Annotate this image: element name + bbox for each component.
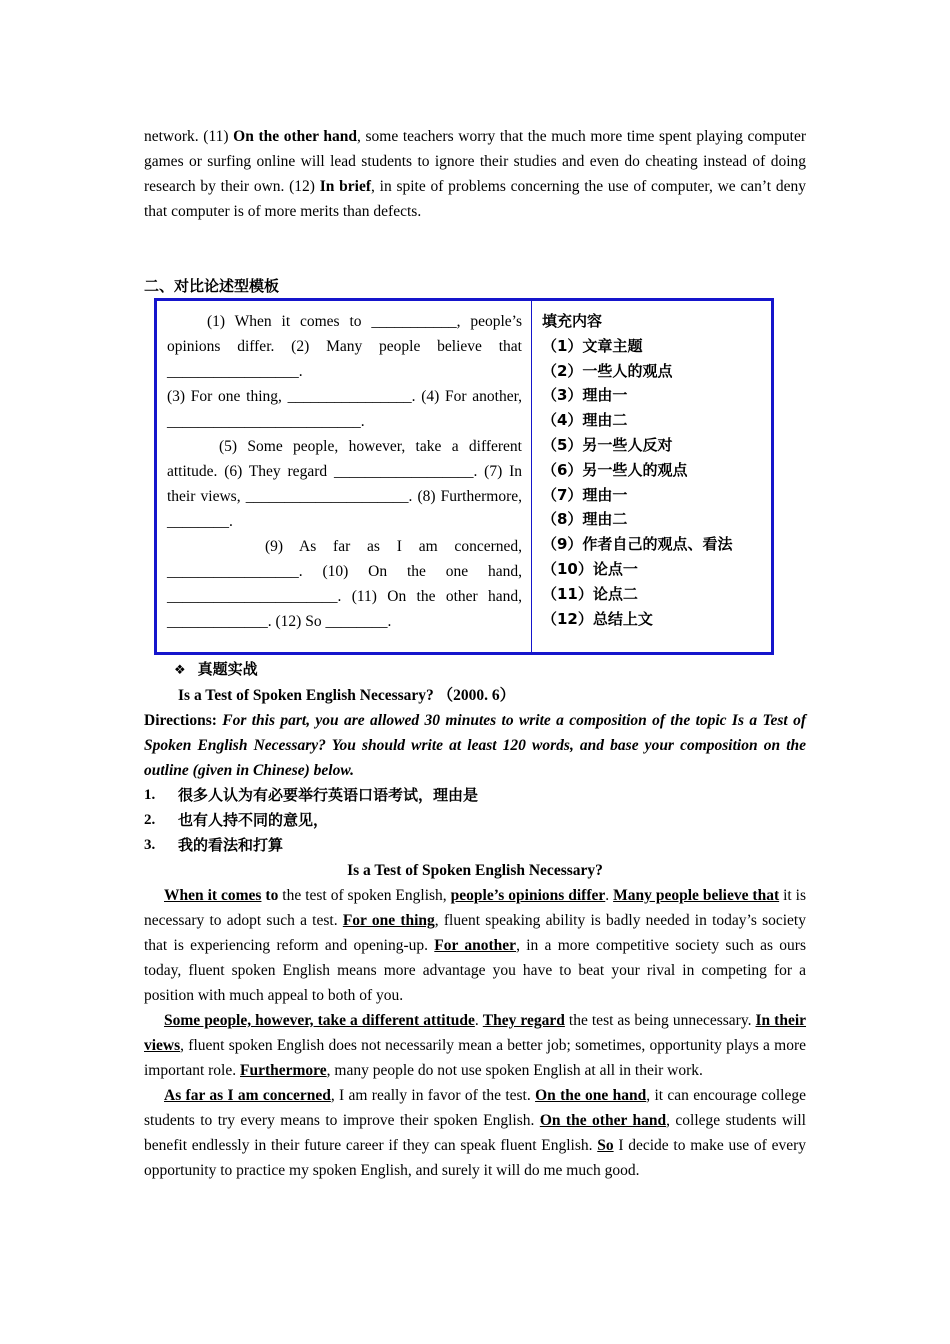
fill-content-item: （12）总结上文 (542, 609, 653, 628)
intro-keyword-1: On the other hand (233, 128, 358, 145)
outline-text: 也有人持不同的意见， (178, 811, 329, 829)
essay-text: , I am really in favor of the test. (330, 1087, 536, 1104)
essay-text: . (605, 887, 614, 904)
essay-keyword: For one thing (342, 912, 435, 929)
essay-keyword: Furthermore (240, 1062, 327, 1079)
directions (144, 708, 806, 783)
essay-text: , fluent speaking ability is badly needed in today’s society that is experiencing reform and opening-up. (144, 912, 806, 954)
essay-text: , fluent spoken English does not necessarily mean a better job; sometimes, opportunity plays a more important role. (144, 1037, 806, 1079)
essay-keyword: Some people, however, take a different attitude (164, 1012, 475, 1029)
essay-text: , in a more competitive society such as ours today, fluent spoken English means more advantage you have to beat your rival in competing for a position with much appeal to both of you. (144, 937, 806, 1004)
essay-keyword: Many people believe that (613, 887, 780, 904)
template-paragraph-1: (1) When it comes to ___________, people’s opinions differ. (2) Many people believe that _________________. (167, 313, 522, 380)
intro-text-2: , some teachers worry that the much more time spent playing computer games or surfing online will lead students to ignore their studies and even do cheating instead of doing research by their own. (12) (144, 128, 807, 195)
template-paragraph-2: (3) For one thing, ________________. (4) For another, _________________________. (167, 388, 522, 430)
essay-paragraph-1 (144, 883, 806, 1008)
fill-content-item: （3）理由一 (542, 386, 628, 405)
fill-content-item: （10）论点一 (542, 559, 638, 578)
essay-text: , many people do not use spoken English at all in their work. (326, 1062, 703, 1079)
outline-number: 3. (144, 837, 156, 853)
template-text-cell (157, 301, 532, 652)
fill-content-item: （8）理由二 (542, 510, 628, 529)
intro-keyword-2: In brief (319, 178, 371, 195)
intro-paragraph (144, 124, 806, 224)
section-heading: 二、对比论述型模板 (144, 277, 280, 295)
essay-text: the test as being unnecessary. (564, 1012, 756, 1029)
outline-number: 1. (144, 787, 156, 803)
essay-text: , college students will benefit endlessly in their future career if they can speak fluent English. (144, 1112, 806, 1154)
essay-keyword: In their views (144, 1012, 807, 1054)
essay-text: . (474, 1012, 483, 1029)
template-paragraph-3: (5) Some people, however, take a different attitude. (6) They regard __________________. (7) In their views, _____________________. (8) Furthermore, ________. (167, 438, 522, 530)
intro-text-3: , in spite of problems concerning the use of computer, we can’t deny that computer is of more merits than defects. (144, 178, 807, 220)
essay-keyword: When it comes (164, 887, 262, 904)
fill-content-item: （2）一些人的观点 (542, 361, 673, 380)
intro-text-1: network. (11) (144, 128, 234, 145)
template-table (154, 298, 774, 655)
outline-number: 2. (144, 812, 156, 828)
fill-content-item: （1）文章主题 (542, 336, 643, 355)
fill-content-item: （4）理由二 (542, 411, 628, 430)
question-title: Is a Test of Spoken English Necessary? （2000. 6） (178, 687, 516, 704)
template-paragraph-4: (9) As far as I am concerned, _________________. (10) On the one hand, ______________________. (11) On the other hand, _____________. (12) So ________. (167, 538, 522, 630)
essay-text: the test of spoken English, (278, 887, 451, 904)
diamond-bullet-icon: ❖ (174, 663, 186, 678)
essay-keyword: So (597, 1137, 614, 1154)
essay-keyword: On the one hand (535, 1087, 647, 1104)
essay-paragraph-2 (144, 1008, 806, 1083)
essay-keyword: to (261, 887, 279, 904)
document-page (144, 124, 806, 1183)
essay-keyword: On the other hand (539, 1112, 667, 1129)
outline-text: 我的看法和打算 (178, 836, 284, 854)
practice-heading (144, 657, 806, 683)
practice-heading-text: 真题实战 (197, 660, 258, 678)
essay-keyword: For another (434, 937, 517, 954)
essay-text: , it can encourage college students to try every means to improve their spoken English. (144, 1087, 806, 1129)
essay-keyword: As far as I am concerned (164, 1087, 331, 1104)
essay-text: it is necessary to adopt such a test. (144, 887, 806, 929)
essay-keyword: people’s opinions differ (450, 887, 606, 904)
fill-content-item: （7）理由一 (542, 485, 628, 504)
essay-body (144, 883, 806, 1183)
fill-content-item: （6）另一些人的观点 (542, 460, 688, 479)
fill-content-cell (532, 301, 771, 652)
essay-paragraph-3 (144, 1083, 806, 1183)
essay-keyword: They regard (482, 1012, 565, 1029)
fill-content-item: （5）另一些人反对 (542, 435, 673, 454)
directions-label: Directions: (144, 712, 223, 729)
fill-content-item: （11）论点二 (542, 584, 638, 603)
outline-item (144, 808, 806, 833)
directions-text: For this part, you are allowed 30 minutes to write a composition of the topic Is a Test of Spoken English Necessary? You should write at least 120 words, and base your composition on the outline (given in Chinese) below. (144, 712, 806, 779)
outline-item (144, 833, 806, 858)
essay-title: Is a Test of Spoken English Necessary? (347, 862, 603, 879)
outline-text: 很多人认为有必要举行英语口语考试，理由是 (178, 786, 479, 804)
essay-text: I decide to make use of every opportunity to practice my spoken English, and surely it will do me much good. (144, 1137, 806, 1179)
fill-content-item: （9）作者自己的观点、看法 (542, 535, 733, 554)
fill-content-header: 填充内容 (542, 312, 603, 330)
outline-item (144, 783, 806, 808)
